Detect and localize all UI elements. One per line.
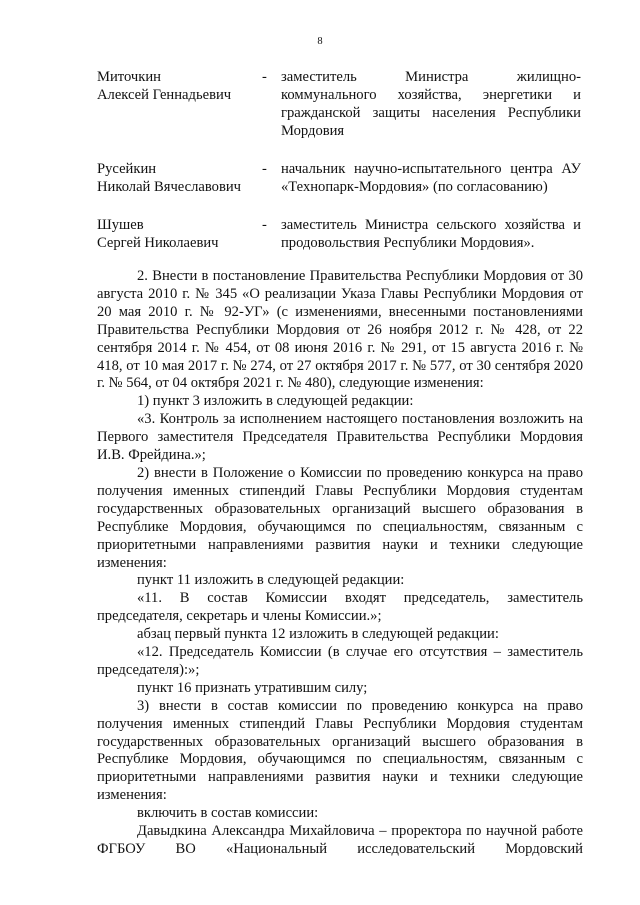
member-name bbox=[97, 160, 262, 196]
paragraph-quote-item-3: «3. Контроль за исполнением настоящего постановления возложить на Первого заместителя Председателя Правительства Республики Мордовия И.В. Фрейдина.»; bbox=[97, 411, 583, 464]
member-role: начальник научно-испытательного центра АУ «Технопарк-Мордовия» (по согласованию) bbox=[281, 161, 581, 195]
paragraph-item-11-intro: пункт 11 изложить в следующей редакции: bbox=[137, 572, 405, 589]
member-dash: - bbox=[262, 69, 267, 85]
page-number: 8 bbox=[317, 36, 323, 47]
member-given-names: Алексей Геннадьевич bbox=[97, 87, 232, 103]
member-entry bbox=[97, 216, 581, 252]
member-dash: - bbox=[262, 161, 267, 177]
member-dash: - bbox=[262, 217, 267, 233]
paragraph-new-member: Давыдкина Александра Михайловича – проректора по научной работе ФГБОУ ВО «Национальный исследовательский Мордовский bbox=[97, 823, 583, 857]
member-role: заместитель Министра сельского хозяйства и продовольствия Республики Мордовия». bbox=[281, 217, 581, 251]
member-given-names: Сергей Николаевич bbox=[97, 235, 219, 251]
member-entry bbox=[97, 160, 581, 196]
document-body bbox=[97, 268, 583, 859]
paragraph-subitem-3: 3) внести в состав комиссии по проведению конкурса на право получения именных стипендий Главы Республики Мордовия студентам государственных образовательных организаций высшего образования в Республике Мордовия, обучающимся по специальностям, связанным с приоритетными направлениями развития науки и техники следующие изменения: bbox=[97, 697, 583, 804]
member-surname: Шушев bbox=[97, 217, 144, 233]
paragraph-quote-item-11: «11. В состав Комиссии входят председатель, заместитель председателя, секретарь и члены Комиссии.»; bbox=[97, 590, 583, 625]
paragraph-subitem-2: 2) внести в Положение о Комиссии по проведению конкурса на право получения именных стипендий Главы Республики Мордовия студентам государственных образовательных организаций высшего образования в Республике Мордовия, обучающимся по специальностям, связанным с приоритетными направлениями развития науки и техники следующие изменения: bbox=[97, 464, 583, 571]
paragraph-item-16: пункт 16 признать утратившим силу; bbox=[137, 679, 368, 696]
member-name bbox=[97, 68, 262, 104]
paragraph-quote-item-12: «12. Председатель Комиссии (в случае его отсутствия – заместитель председателя):»; bbox=[97, 644, 583, 678]
member-role: заместитель Министра жилищно-коммунального хозяйства, энергетики и гражданской защиты населения Республики Мордовия bbox=[281, 69, 581, 139]
member-surname: Миточкин bbox=[97, 69, 161, 85]
member-surname: Русейкин bbox=[97, 161, 157, 177]
commission-member-list bbox=[97, 68, 581, 272]
paragraph-item-12-intro: абзац первый пункта 12 изложить в следующей редакции: bbox=[137, 626, 499, 643]
paragraph-subitem-1: 1) пункт 3 изложить в следующей редакции: bbox=[137, 393, 414, 410]
member-name bbox=[97, 216, 262, 252]
member-given-names: Николай Вячеславович bbox=[97, 179, 242, 195]
paragraph-item-2: 2. Внести в постановление Правительства Республики Мордовия от 30 августа 2010 г. № 345 «О реализации Указа Главы Республики Мордовия от 20 мая 2010 г. № 92-УГ» (с изменениями, внесенными постановлениями Правительства Республики Мордовия от 26 ноября 2012 г. № 428, от 22 сентября 2014 г. № 454, от 08 июня 2016 г. № 291, от 15 августа 2016 г. № 418, от 10 мая 2017 г. № 274, от 27 октября 2017 г. № 577, от 30 сентября 2020 г. № 564, от 04 октября 2021 г. № 480), следующие изменения: bbox=[97, 268, 583, 392]
paragraph-include-intro: включить в состав комиссии: bbox=[137, 805, 319, 822]
member-entry bbox=[97, 68, 581, 140]
